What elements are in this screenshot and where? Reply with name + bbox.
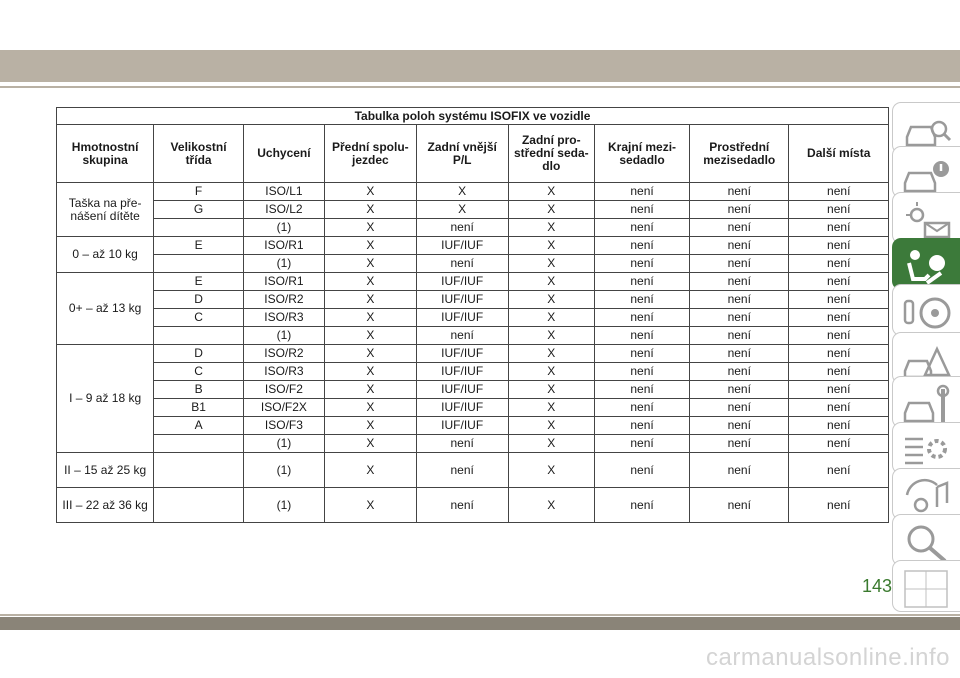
- table-cell: IUF/IUF: [416, 381, 508, 399]
- table-cell: není: [690, 381, 789, 399]
- weight-group-cell: III – 22 až 36 kg: [57, 488, 154, 523]
- table-cell: není: [789, 381, 889, 399]
- header-intermediate-outboard: Krajní mezi-sedadlo: [595, 125, 690, 183]
- car-service-tools-icon: [901, 383, 953, 425]
- table-cell: X: [416, 201, 508, 219]
- table-cell: X: [324, 255, 416, 273]
- table-cell: není: [690, 488, 789, 523]
- header-band: [0, 50, 960, 82]
- car-warning-icon: [901, 153, 953, 195]
- table-cell: ISO/L1: [243, 183, 324, 201]
- table-cell: X: [324, 309, 416, 327]
- table-cell: X: [324, 237, 416, 255]
- table-cell: [154, 488, 244, 523]
- header-size-class: Velikostní třída: [154, 125, 244, 183]
- table-cell: X: [508, 381, 594, 399]
- table-cell: X: [324, 345, 416, 363]
- chapter-tab[interactable]: [892, 468, 960, 520]
- table-cell: E: [154, 273, 244, 291]
- table-cell: není: [595, 327, 690, 345]
- table-cell: není: [789, 183, 889, 201]
- table-cell: D: [154, 345, 244, 363]
- table-cell: X: [508, 291, 594, 309]
- header-other-positions: Další místa: [789, 125, 889, 183]
- dashboard-light-message-icon: [901, 199, 953, 241]
- table-cell: IUF/IUF: [416, 291, 508, 309]
- table-row: [57, 309, 889, 327]
- table-cell: X: [508, 273, 594, 291]
- table-cell: C: [154, 309, 244, 327]
- table-cell: [154, 435, 244, 453]
- table-row: [57, 363, 889, 381]
- table-cell: není: [595, 488, 690, 523]
- table-cell: (1): [243, 488, 324, 523]
- table-cell: IUF/IUF: [416, 363, 508, 381]
- footer-rule: [0, 614, 960, 616]
- table-cell: není: [789, 345, 889, 363]
- header-row: [57, 125, 889, 183]
- table-cell: G: [154, 201, 244, 219]
- header-weight-group: Hmotnostní skupina: [57, 125, 154, 183]
- table-cell: není: [690, 309, 789, 327]
- table-cell: není: [789, 255, 889, 273]
- table-cell: není: [416, 255, 508, 273]
- table-cell: není: [595, 453, 690, 488]
- table-row: [57, 453, 889, 488]
- table-cell: X: [324, 291, 416, 309]
- table-cell: X: [324, 363, 416, 381]
- table-row: [57, 327, 889, 345]
- table-cell: (1): [243, 453, 324, 488]
- table-cell: není: [595, 363, 690, 381]
- table-cell: X: [508, 327, 594, 345]
- table-row: [57, 345, 889, 363]
- chapter-tabs: [892, 100, 960, 590]
- table-cell: není: [789, 453, 889, 488]
- table-cell: ISO/F2: [243, 381, 324, 399]
- table-cell: není: [789, 435, 889, 453]
- car-emergency-triangle-icon: [901, 339, 953, 381]
- table-cell: X: [508, 219, 594, 237]
- chapter-tab[interactable]: [892, 192, 960, 244]
- table-cell: X: [508, 399, 594, 417]
- table-cell: IUF/IUF: [416, 345, 508, 363]
- specifications-gear-icon: [901, 429, 953, 471]
- table-cell: [154, 219, 244, 237]
- table-cell: není: [789, 273, 889, 291]
- chapter-tab[interactable]: [892, 514, 960, 566]
- table-cell: IUF/IUF: [416, 399, 508, 417]
- table-cell: ISO/R1: [243, 273, 324, 291]
- table-body: [57, 183, 889, 523]
- header-fixture: Uchycení: [243, 125, 324, 183]
- table-cell: ISO/R2: [243, 291, 324, 309]
- page-number: 143: [861, 576, 892, 596]
- table-row: [57, 219, 889, 237]
- table-cell: není: [789, 488, 889, 523]
- table-row: [57, 255, 889, 273]
- table-cell: není: [690, 417, 789, 435]
- table-cell: není: [690, 201, 789, 219]
- table-cell: není: [416, 435, 508, 453]
- table-cell: není: [595, 183, 690, 201]
- header-front-passenger: Přední spolu-jezdec: [324, 125, 416, 183]
- table-row: [57, 183, 889, 201]
- table-cell: X: [324, 327, 416, 345]
- table-cell: D: [154, 291, 244, 309]
- table-cell: IUF/IUF: [416, 417, 508, 435]
- table-cell: X: [508, 183, 594, 201]
- table-cell: není: [789, 417, 889, 435]
- table-cell: není: [595, 345, 690, 363]
- table-cell: není: [690, 219, 789, 237]
- watermark: carmanualsonline.info: [706, 644, 950, 671]
- table-title: Tabulka poloh systému ISOFIX ve vozidle: [57, 108, 889, 125]
- table-cell: ISO/R3: [243, 363, 324, 381]
- table-row: [57, 435, 889, 453]
- table-row: [57, 488, 889, 523]
- weight-group-cell: Taška na pře-nášení dítěte: [57, 183, 154, 237]
- chapter-tab[interactable]: [892, 376, 960, 428]
- table-cell: X: [324, 219, 416, 237]
- table-cell: není: [416, 219, 508, 237]
- table-row: [57, 417, 889, 435]
- table-cell: X: [508, 453, 594, 488]
- table-cell: X: [508, 201, 594, 219]
- table-cell: IUF/IUF: [416, 237, 508, 255]
- table-row: [57, 291, 889, 309]
- table-row: [57, 201, 889, 219]
- chapter-tab[interactable]: [892, 284, 960, 336]
- table-cell: C: [154, 363, 244, 381]
- search-index-icon: [901, 521, 953, 563]
- table-cell: F: [154, 183, 244, 201]
- table-cell: není: [789, 363, 889, 381]
- table-cell: (1): [243, 219, 324, 237]
- table-cell: ISO/R3: [243, 309, 324, 327]
- table-cell: není: [416, 453, 508, 488]
- table-cell: X: [508, 255, 594, 273]
- table-cell: B1: [154, 399, 244, 417]
- table-cell: není: [789, 399, 889, 417]
- table-cell: [154, 255, 244, 273]
- table-cell: není: [595, 381, 690, 399]
- chapter-tab[interactable]: [892, 560, 960, 612]
- table-cell: není: [789, 327, 889, 345]
- table-cell: není: [595, 255, 690, 273]
- table-cell: není: [595, 309, 690, 327]
- table-cell: X: [324, 201, 416, 219]
- table-cell: není: [690, 363, 789, 381]
- table-cell: (1): [243, 327, 324, 345]
- table-cell: X: [324, 273, 416, 291]
- table-cell: není: [789, 309, 889, 327]
- weight-group-cell: II – 15 až 25 kg: [57, 453, 154, 488]
- table-cell: X: [508, 309, 594, 327]
- table-cell: není: [416, 327, 508, 345]
- table-cell: X: [508, 435, 594, 453]
- table-cell: není: [595, 435, 690, 453]
- table-cell: není: [690, 255, 789, 273]
- table-cell: není: [789, 237, 889, 255]
- table-cell: ISO/R1: [243, 237, 324, 255]
- table-cell: X: [508, 237, 594, 255]
- table-cell: není: [595, 201, 690, 219]
- table-cell: IUF/IUF: [416, 309, 508, 327]
- table-cell: X: [324, 183, 416, 201]
- table-row: [57, 381, 889, 399]
- table-cell: není: [595, 399, 690, 417]
- table-cell: (1): [243, 435, 324, 453]
- table-cell: IUF/IUF: [416, 273, 508, 291]
- table-cell: X: [508, 488, 594, 523]
- table-cell: není: [690, 291, 789, 309]
- table-cell: X: [508, 417, 594, 435]
- table-cell: [154, 327, 244, 345]
- table-cell: ISO/L2: [243, 201, 324, 219]
- isofix-table: [56, 107, 889, 523]
- table-row: [57, 273, 889, 291]
- car-search-icon: [901, 109, 953, 151]
- table-cell: X: [324, 435, 416, 453]
- header-intermediate-center: Prostřední mezisedadlo: [690, 125, 789, 183]
- table-cell: není: [690, 453, 789, 488]
- table-cell: není: [789, 291, 889, 309]
- table-cell: není: [690, 183, 789, 201]
- table-cell: není: [690, 327, 789, 345]
- weight-group-cell: 0 – až 10 kg: [57, 237, 154, 273]
- header-rear-center: Zadní pro-střední seda-dlo: [508, 125, 594, 183]
- table-row: [57, 399, 889, 417]
- table-cell: není: [690, 399, 789, 417]
- table-cell: není: [690, 273, 789, 291]
- table-cell: není: [595, 237, 690, 255]
- table-cell: X: [324, 399, 416, 417]
- seat-airbag-icon: [901, 245, 953, 287]
- table-cell: není: [789, 219, 889, 237]
- table-cell: A: [154, 417, 244, 435]
- table-cell: ISO/F3: [243, 417, 324, 435]
- table-cell: B: [154, 381, 244, 399]
- table-cell: X: [324, 417, 416, 435]
- table-cell: X: [324, 381, 416, 399]
- table-cell: není: [690, 237, 789, 255]
- table-cell: není: [595, 417, 690, 435]
- table-cell: (1): [243, 255, 324, 273]
- key-steering-wheel-icon: [901, 291, 953, 333]
- chapter-tab[interactable]: [892, 146, 960, 198]
- table-row: [57, 237, 889, 255]
- table-cell: není: [416, 488, 508, 523]
- chapter-tab[interactable]: [892, 422, 960, 474]
- weight-group-cell: 0+ – až 13 kg: [57, 273, 154, 345]
- table-cell: není: [595, 219, 690, 237]
- table-cell: není: [789, 201, 889, 219]
- table-cell: není: [690, 345, 789, 363]
- table-cell: není: [595, 291, 690, 309]
- table-cell: [154, 453, 244, 488]
- header-rule: [0, 86, 960, 88]
- table-cell: ISO/R2: [243, 345, 324, 363]
- multimedia-music-icon: [901, 475, 953, 517]
- table-cell: X: [324, 453, 416, 488]
- table-cell: X: [416, 183, 508, 201]
- chapter-tab[interactable]: [892, 238, 960, 290]
- header-rear-outboard: Zadní vnější P/L: [416, 125, 508, 183]
- table-cell: ISO/F2X: [243, 399, 324, 417]
- table-cell: není: [690, 435, 789, 453]
- footer-band: [0, 617, 960, 630]
- table-cell: X: [508, 345, 594, 363]
- weight-group-cell: I – 9 až 18 kg: [57, 345, 154, 453]
- table-cell: není: [595, 273, 690, 291]
- table-cell: X: [508, 363, 594, 381]
- table-cell: X: [324, 488, 416, 523]
- alphabet-index-icon: [901, 567, 953, 609]
- table-cell: E: [154, 237, 244, 255]
